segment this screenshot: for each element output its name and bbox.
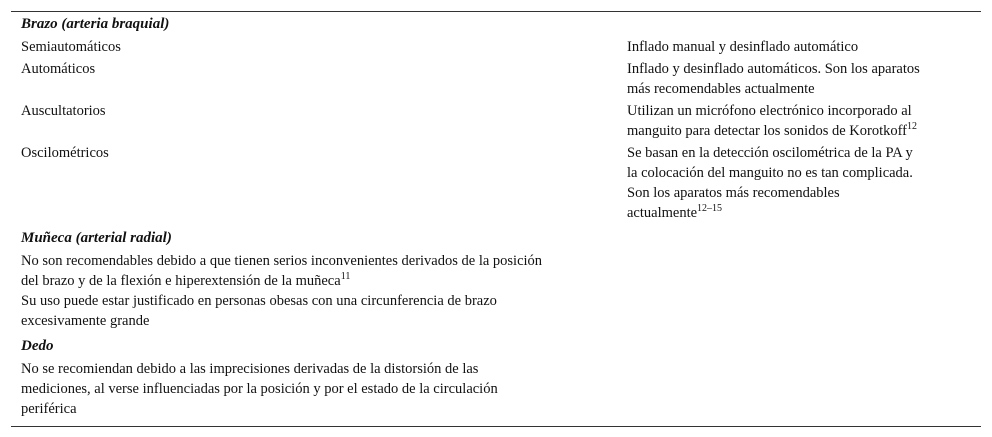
row-label-oscilometricos: Oscilométricos [21,145,109,161]
auscultatorios-text: manguito para detectar los sonidos de Korotkoff [627,123,907,139]
row-desc-oscilometricos-line4 [627,203,722,223]
reference-superscript: 12 [907,121,917,132]
dedo-line3: periférica [21,401,77,417]
row-label-auscultatorios: Auscultatorios [21,103,106,119]
row-desc-automaticos-line2: más recomendables actualmente [627,81,815,97]
dedo-line1: No se recomiendan debido a las imprecisiones derivadas de la distorsión de las [21,361,479,377]
dedo-line2: mediciones, al verse influenciadas por la posición y por el estado de la circulación [21,381,498,397]
oscilometricos-text: actualmente [627,205,698,221]
row-label-automaticos: Automáticos [21,61,96,77]
row-desc-automaticos-line1: Inflado y desinflado automáticos. Son los aparatos [627,61,920,77]
row-desc-auscultatorios-line2 [627,121,917,141]
muneca-line2 [21,271,350,291]
section-title-dedo: Dedo [21,338,54,354]
muneca-line2-text: del brazo y de la flexión e hiperextensión de la muñeca [21,273,341,289]
reference-superscript: 11 [340,271,351,282]
section-title-brazo: Brazo (arteria braquial) [21,16,170,32]
reference-superscript: 12–15 [697,203,723,214]
muneca-line3: Su uso puede estar justificado en personas obesas con una circunferencia de brazo [21,293,497,309]
row-desc-semiautomaticos: Inflado manual y desinflado automático [627,39,859,55]
row-desc-oscilometricos-line1: Se basan en la detección oscilométrica de la PA y [627,145,913,161]
row-desc-auscultatorios-line1: Utilizan un micrófono electrónico incorporado al [627,103,912,119]
muneca-line4: excesivamente grande [21,313,150,329]
device-table [11,11,981,427]
row-label-semiautomaticos: Semiautomáticos [21,39,121,55]
row-desc-oscilometricos-line3: Son los aparatos más recomendables [627,185,840,201]
muneca-line1: No son recomendables debido a que tienen serios inconvenientes derivados de la posición [21,253,543,269]
section-title-muneca: Muñeca (arterial radial) [21,230,172,246]
row-desc-oscilometricos-line2: la colocación del manguito no es tan complicada. [627,165,913,181]
